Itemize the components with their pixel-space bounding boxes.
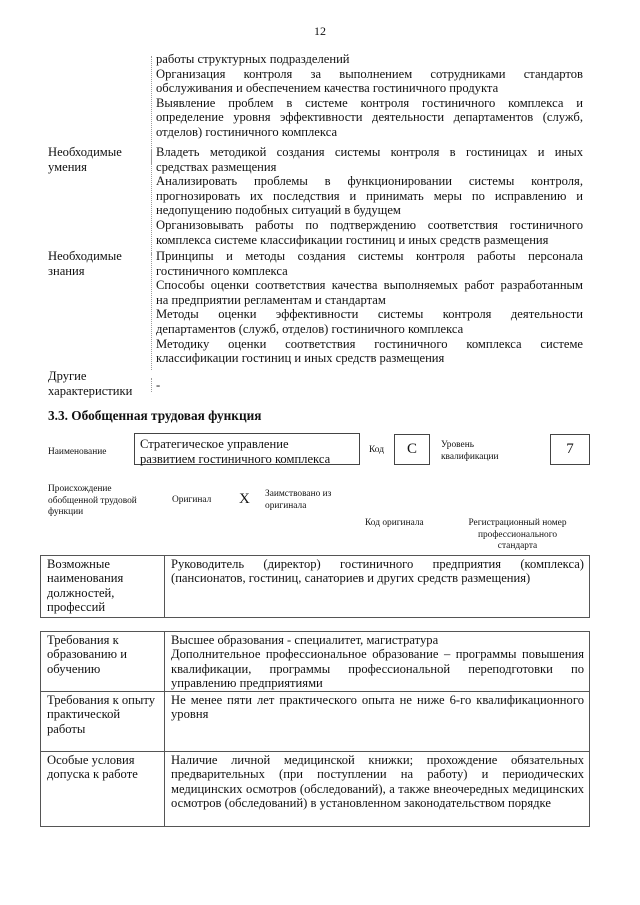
qualification-level-label bbox=[441, 440, 499, 463]
experience-value: Не менее пяти лет практического опыта не ниже 6-го квалификационного уровня bbox=[165, 692, 590, 752]
table-row bbox=[41, 632, 590, 692]
text-line: департаментов (служб, отделов) гостиничного комплекса bbox=[156, 321, 464, 336]
text-line: Методику оценки соответствия гостиничного комплекса системе bbox=[156, 336, 583, 351]
code-value: C bbox=[394, 434, 430, 465]
text-line: Анализировать проблемы в функционировании системы контроля, bbox=[156, 174, 583, 189]
other-characteristics-value: - bbox=[156, 378, 161, 392]
knowledge-list bbox=[156, 249, 583, 366]
text-line: комплекса системе классификации гостиниц и иных средств размещения bbox=[156, 232, 549, 247]
table-row bbox=[41, 752, 590, 827]
label-line: стандарта bbox=[497, 541, 538, 551]
label-line: Уровень bbox=[441, 440, 475, 450]
original-mark: X bbox=[239, 491, 250, 507]
text-line: Выявление проблем в системе контроля гостиничного комплекса и bbox=[156, 95, 583, 110]
special-conditions-label: Особые условия допуска к работе bbox=[41, 752, 165, 827]
origin-label bbox=[48, 484, 137, 519]
label-line: функции bbox=[48, 507, 84, 517]
text-line: Способы оценки соответствия качества выполняемых работ разработанным bbox=[156, 278, 583, 293]
positions-table bbox=[40, 555, 590, 618]
code-label: Код bbox=[369, 445, 384, 455]
positions-label: Возможные наименования должностей, профессий bbox=[41, 556, 165, 618]
text-line: классификации гостиниц и иных средств размещения bbox=[156, 351, 445, 366]
label-line: Регистрационный номер bbox=[468, 518, 567, 528]
name-label: Наименование bbox=[48, 447, 107, 457]
text-line: определение уровня эффективности деятельности департаментов (служб, bbox=[156, 110, 583, 125]
requirements-table bbox=[40, 631, 590, 827]
label-line: квалификации bbox=[441, 451, 499, 462]
knowledge-label: Необходимые знания bbox=[48, 249, 122, 278]
label-line: обобщенной трудовой bbox=[48, 495, 137, 506]
label-line: Происхождение bbox=[48, 484, 112, 494]
text-line: недопущению подобных ситуаций в будущем bbox=[156, 203, 401, 218]
text-line: Дополнительное профессиональное образование – программы повышения квалификации, программы профессиональной переподготовки по управлению предприятиями bbox=[171, 647, 584, 690]
code-original-label: Код оригинала bbox=[365, 518, 424, 528]
text-line: обслуживания и обеспечением качества гостиничного продукта bbox=[156, 81, 499, 96]
column-separator bbox=[151, 252, 152, 370]
text-line: прогнозировать их последствия и принимать меры по исправлению и bbox=[156, 188, 583, 203]
positions-value: Руководитель (директор) гостиничного предприятия (комплекса) (пансионатов, гостиниц, санаториев и других средств размещения) bbox=[165, 556, 590, 618]
text-line: отделов) гостиничного комплекса bbox=[156, 124, 338, 139]
text-line: Организовывать работы по подтверждению соответствия гостиничного bbox=[156, 217, 583, 232]
section-title: 3.3. Обобщенная трудовая функция bbox=[48, 408, 262, 423]
label-line: профессионального bbox=[477, 529, 558, 540]
name-value-line: развитием гостиничного комплекса bbox=[140, 451, 331, 466]
label-line: оригинала bbox=[265, 500, 307, 511]
qualification-level-value: 7 bbox=[550, 434, 590, 465]
text-line: Организация контроля за выполнением сотрудниками стандартов bbox=[156, 66, 583, 81]
text-line: на предприятии регламентам и стандартам bbox=[156, 292, 386, 307]
borrowed-label bbox=[265, 489, 331, 512]
education-value bbox=[165, 632, 590, 692]
text-line: Высшее образования - специалитет, магистратура bbox=[171, 633, 439, 647]
page-number: 12 bbox=[314, 24, 326, 38]
reg-number-label bbox=[455, 518, 580, 553]
skills-list bbox=[156, 145, 583, 247]
other-characteristics-label: Другие характеристики bbox=[48, 369, 133, 398]
column-separator bbox=[151, 56, 152, 164]
table-row bbox=[41, 556, 590, 618]
text-line: средствах размещения bbox=[156, 159, 277, 174]
text-line: гостиничного комплекса bbox=[156, 263, 288, 278]
name-value-line: Стратегическое управление bbox=[140, 437, 289, 451]
education-label: Требования к образованию и обучению bbox=[41, 632, 165, 692]
name-value-box bbox=[134, 433, 360, 465]
original-label: Оригинал bbox=[172, 495, 212, 505]
special-conditions-value: Наличие личной медицинской книжки; прохождение обязательных предварительных (при поступлении на работу) и периодических медицинских осмотров (обследований), а также внеочередных медицинских осмотров (обследований) в установленном законодательством порядке bbox=[165, 752, 590, 827]
label-line: Заимствовано из bbox=[265, 489, 332, 499]
column-separator bbox=[151, 150, 152, 255]
skills-label: Необходимые умения bbox=[48, 145, 122, 174]
text-line: Методы оценки эффективности системы контроля деятельности bbox=[156, 307, 583, 322]
table-row bbox=[41, 692, 590, 752]
experience-label: Требования к опыту практической работы bbox=[41, 692, 165, 752]
text-line: работы структурных подразделений bbox=[156, 52, 350, 66]
text-line: Владеть методикой создания системы контроля в гостиницах и иных bbox=[156, 145, 583, 159]
column-separator bbox=[151, 378, 152, 392]
text-line: Принципы и методы создания системы контроля работы персонала bbox=[156, 249, 583, 263]
continued-row-text bbox=[156, 52, 583, 140]
